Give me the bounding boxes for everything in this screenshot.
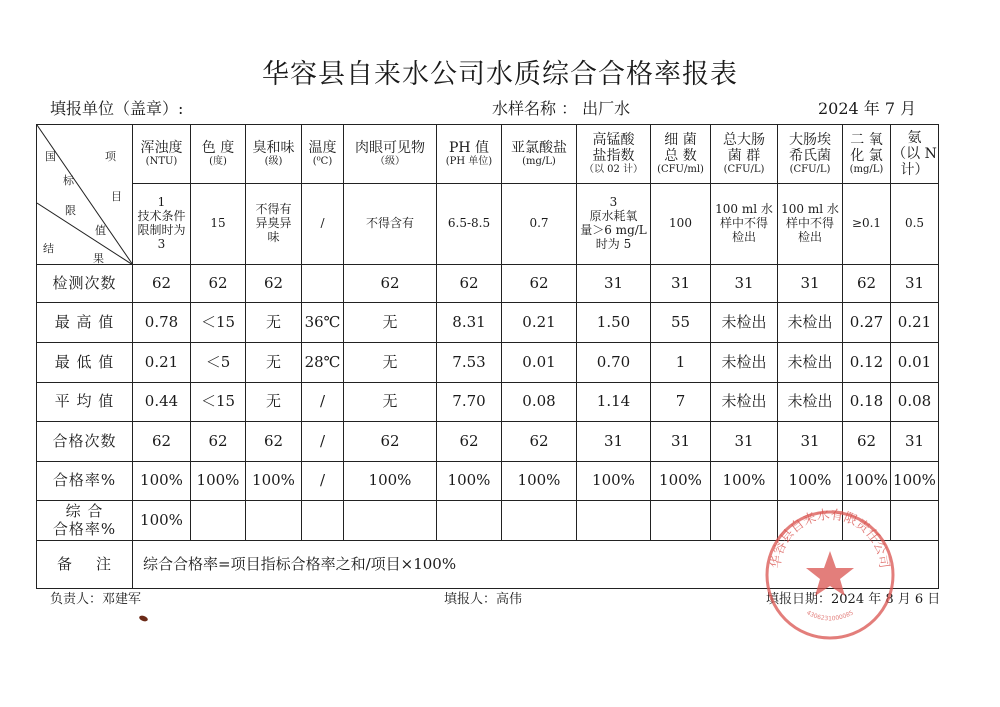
table-cell: 62 — [246, 422, 302, 462]
table-cell: 0.21 — [891, 303, 939, 343]
limit-visible-matter: 不得含有 — [344, 184, 437, 265]
table-row-average — [37, 383, 939, 422]
table-cell: 31 — [651, 265, 711, 303]
table-row-max — [37, 303, 939, 343]
corner-zhi: 值 — [95, 224, 106, 237]
table-row-test-count — [37, 265, 939, 303]
table-cell: 100% — [344, 462, 437, 501]
col-header-coliform: 总大肠 菌 群 (CFU/L) — [711, 125, 778, 184]
table-cell: 31 — [651, 422, 711, 462]
table-cell: 62 — [344, 265, 437, 303]
table-cell: 62 — [843, 422, 891, 462]
table-cell: 0.08 — [891, 383, 939, 422]
table-cell: 100% — [711, 462, 778, 501]
table-cell: 31 — [711, 265, 778, 303]
limit-ammonia: 0.5 — [891, 184, 939, 265]
table-cell: 62 — [133, 422, 191, 462]
table-cell: 0.01 — [502, 343, 577, 383]
table-cell: 1 — [651, 343, 711, 383]
table-cell: 0.27 — [843, 303, 891, 343]
report-date: 填报日期：2024 年 8 月 6 日 — [766, 592, 941, 607]
row-label: 合格率% — [37, 462, 133, 501]
table-cell: ＜15 — [191, 303, 246, 343]
table-cell: 55 — [651, 303, 711, 343]
row-label: 合格次数 — [37, 422, 133, 462]
table-cell: 62 — [191, 422, 246, 462]
row-label: 检测次数 — [37, 265, 133, 303]
corner-mu: 目 — [111, 190, 122, 203]
table-cell: 7.53 — [437, 343, 502, 383]
table-cell: / — [302, 462, 344, 501]
table-cell: / — [302, 383, 344, 422]
remark-text: 综合合格率=项目指标合格率之和/项目×100% — [133, 541, 939, 589]
overall-value: 100% — [133, 501, 191, 541]
table-cell: 100% — [502, 462, 577, 501]
col-header-chlorite: 亚氯酸盐 (mg/L) — [502, 125, 577, 184]
col-header-ammonia: 氨 （以 N 计） — [891, 125, 939, 184]
col-header-odor: 臭和味 (级) — [246, 125, 302, 184]
report-title: 华容县自来水公司水质综合合格率报表 — [262, 59, 738, 90]
table-cell — [302, 265, 344, 303]
remark-label: 备 注 — [37, 541, 133, 589]
col-header-color: 色 度 (度) — [191, 125, 246, 184]
limit-bacteria: 100 — [651, 184, 711, 265]
row-label: 最 低 值 — [37, 343, 133, 383]
corner-biao: 标 — [63, 174, 74, 187]
limit-turbidity: 1 技术条件 限制时为 3 — [133, 184, 191, 265]
table-cell: 62 — [502, 422, 577, 462]
table-cell: 62 — [502, 265, 577, 303]
table-row-pass-rate — [37, 462, 939, 501]
corner-xian: 限 — [65, 204, 76, 217]
limit-ph: 6.5-8.5 — [437, 184, 502, 265]
col-header-ecoli: 大肠埃 希氏菌 (CFU/L) — [778, 125, 843, 184]
table-cell: 0.12 — [843, 343, 891, 383]
table-cell: 0.44 — [133, 383, 191, 422]
table-cell: 62 — [246, 265, 302, 303]
company-seal-stamp — [760, 505, 900, 645]
table-cell: ＜5 — [191, 343, 246, 383]
corner-xiang: 项 — [105, 150, 116, 163]
svg-text:华容县自来水有限责任公司: 华容县自来水有限责任公司 — [768, 507, 892, 570]
table-cell: 28℃ — [302, 343, 344, 383]
table-cell: 62 — [191, 265, 246, 303]
col-header-ph: PH 值 (PH 单位) — [437, 125, 502, 184]
responsible-person: 负责人：邓建军 — [50, 592, 142, 607]
table-cell: 100% — [437, 462, 502, 501]
table-cell: 未检出 — [711, 383, 778, 422]
table-cell: 0.08 — [502, 383, 577, 422]
table-cell: 1.14 — [577, 383, 651, 422]
limit-row — [37, 184, 939, 265]
limit-chlorine-dioxide: ≥0.1 — [843, 184, 891, 265]
table-cell: 无 — [344, 343, 437, 383]
ink-mark — [138, 615, 148, 623]
table-cell: 无 — [246, 383, 302, 422]
table-cell: 100% — [191, 462, 246, 501]
sample-name: 水样名称 ： 出厂水 — [492, 99, 631, 118]
table-cell: 31 — [577, 422, 651, 462]
col-header-turbidity: 浑浊度 (NTU) — [133, 125, 191, 184]
table-cell: 62 — [843, 265, 891, 303]
table-cell: 无 — [344, 383, 437, 422]
table-cell: 0.21 — [133, 343, 191, 383]
col-header-chlorine-dioxide: 二 氧 化 氯 (mg/L) — [843, 125, 891, 184]
table-cell: 0.78 — [133, 303, 191, 343]
table-cell: 0.18 — [843, 383, 891, 422]
table-cell: 62 — [437, 422, 502, 462]
table-cell: 100% — [778, 462, 843, 501]
table-cell: 31 — [711, 422, 778, 462]
limit-permanganate: 3 原水耗氧 量＞6 mg/L 时为 5 — [577, 184, 651, 265]
table-cell: 31 — [778, 422, 843, 462]
table-cell: 100% — [843, 462, 891, 501]
table-cell: 31 — [577, 265, 651, 303]
table-cell: 未检出 — [778, 303, 843, 343]
table-cell: ＜15 — [191, 383, 246, 422]
reporter: 填报人：高伟 — [444, 592, 523, 607]
table-cell: 100% — [246, 462, 302, 501]
table-cell: 未检出 — [711, 303, 778, 343]
limit-ecoli: 100 ml 水 样中不得 检出 — [778, 184, 843, 265]
table-cell: 31 — [891, 265, 939, 303]
table-cell: 100% — [891, 462, 939, 501]
row-label: 最 高 值 — [37, 303, 133, 343]
limit-temperature: / — [302, 184, 344, 265]
table-cell: 无 — [246, 343, 302, 383]
table-cell: 8.31 — [437, 303, 502, 343]
col-header-temperature: 温度 (⁰C) — [302, 125, 344, 184]
table-cell: 0.70 — [577, 343, 651, 383]
row-label: 平 均 值 — [37, 383, 133, 422]
filling-unit-label: 填报单位（盖章）: — [50, 99, 184, 118]
col-header-visible-matter: 肉眼可见物 （级） — [344, 125, 437, 184]
table-cell: 31 — [891, 422, 939, 462]
svg-text:4306231000085: 4306231000085 — [805, 609, 855, 623]
table-cell: 100% — [577, 462, 651, 501]
limit-chlorite: 0.7 — [502, 184, 577, 265]
report-month: 2024 年 7 月 — [818, 99, 917, 118]
table-cell: 未检出 — [711, 343, 778, 383]
header-row — [37, 125, 939, 184]
corner-diagonal-cell — [37, 125, 133, 265]
table-cell: 1.50 — [577, 303, 651, 343]
table-cell: 31 — [778, 265, 843, 303]
table-row-min — [37, 343, 939, 383]
col-header-bacteria: 细 菌 总 数 (CFU/ml) — [651, 125, 711, 184]
table-cell: 7 — [651, 383, 711, 422]
col-header-permanganate: 高锰酸 盐指数 （以 02 计） — [577, 125, 651, 184]
limit-color: 15 — [191, 184, 246, 265]
table-cell: 100% — [133, 462, 191, 501]
table-cell: 62 — [344, 422, 437, 462]
table-cell: 0.21 — [502, 303, 577, 343]
table-cell: 7.70 — [437, 383, 502, 422]
table-cell: 62 — [133, 265, 191, 303]
limit-coliform: 100 ml 水 样中不得 检出 — [711, 184, 778, 265]
table-row-pass-count — [37, 422, 939, 462]
table-cell: 0.01 — [891, 343, 939, 383]
table-cell: 无 — [344, 303, 437, 343]
corner-guo2: 果 — [93, 252, 104, 265]
table-cell: 无 — [246, 303, 302, 343]
table-cell: / — [302, 422, 344, 462]
table-cell: 未检出 — [778, 383, 843, 422]
table-cell: 62 — [437, 265, 502, 303]
limit-odor: 不得有 异臭异 味 — [246, 184, 302, 265]
table-cell: 36℃ — [302, 303, 344, 343]
corner-guo: 国 — [45, 150, 56, 163]
table-cell: 100% — [651, 462, 711, 501]
table-cell: 未检出 — [778, 343, 843, 383]
corner-jie: 结 — [43, 242, 54, 255]
overall-label: 综 合 合格率% — [37, 501, 133, 541]
